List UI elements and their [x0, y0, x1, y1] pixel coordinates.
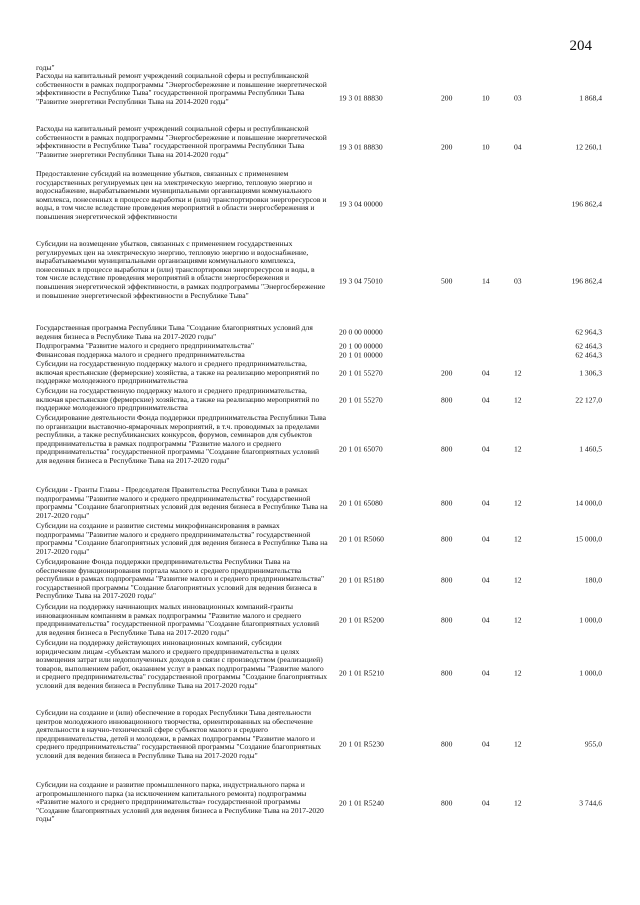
row-subsection: 12: [514, 444, 522, 454]
row-amount: 62 964,3: [575, 327, 602, 337]
row-target-code: 20 1 01 55270: [339, 368, 383, 378]
row-amount: 1 000,0: [579, 668, 602, 678]
row-target-code: 20 1 01 R5240: [339, 798, 384, 808]
row-description: Субсидии на создание и развитие промышленного парка, индустриального парка и агропромышленного парка (за исключением капитального ремонта) подпрограммы «Развитие малого и среднего предпринимательства» государственной программы "Создание благоприятных условий для ведения бизнеса в Республике Тыва на 2017-2020 годы": [36, 780, 324, 824]
row-description: Субсидирование деятельности Фонда поддержки предпринимательства Республики Тыва по организации выставочно-ярмарочных мероприятий, в т.ч. проводимых за пределами республики, а также республиканских конкурсов, форумов, семинаров для субъектов предпринимательства в рамках подпрограммы "Развитие малого и среднего предпринимательства" государственной программы "Создание благоприятных условий для ведения бизнеса в Республике Тыва на 2017-2020 годы": [36, 413, 327, 465]
row-amount: 22 127,0: [575, 395, 602, 405]
table-row: [36, 240, 602, 324]
row-section: 04: [482, 739, 490, 749]
row-subsection: 03: [514, 93, 522, 103]
table-row: [36, 709, 602, 781]
table-row: [36, 558, 602, 603]
row-amount: 1 000,0: [579, 615, 602, 625]
row-description: Субсидии на возмещение убытков, связанных с применением государственных регулируемых цен на электрическую энергию, тепловую энергию и водоснабжение, вырабатываемыми муниципальными организациями коммунального комплекса, понесенных в процессе выработки и (или) транспортировки энергоресурсов и воды, в том числе вследствие проведения мероприятий в области энергосбережения и повышения энергетической эффективности, в рамках подпрограммы "Энергосбережение и повышение энергетической эффективности в Республике Тыва": [36, 239, 326, 300]
row-subsection: 04: [514, 142, 522, 152]
row-expense-type: 200: [441, 368, 453, 378]
row-expense-type: 800: [441, 798, 453, 808]
row-subsection: 12: [514, 575, 522, 585]
row-target-code: 20 1 01 00000: [339, 350, 383, 360]
table-row: [36, 360, 602, 387]
table-row: [36, 170, 602, 240]
row-description: Расходы на капитальный ремонт учреждений социальной сферы и республиканской собственности в рамках подпрограммы "Энергосбережение и повышение энергетической эффективности в Республике Тыва" государственной программы Республики Тыва "Развитие энергетики Республики Тыва на 2014-2020 годы": [36, 71, 327, 106]
row-amount: 196 862,4: [571, 276, 602, 286]
row-target-code: 20 1 01 55270: [339, 395, 383, 405]
row-amount: 14 000,0: [575, 498, 602, 508]
table-row: [36, 414, 602, 486]
row-amount: 3 744,6: [579, 798, 602, 808]
budget-table: [36, 64, 602, 826]
row-section: 04: [482, 444, 490, 454]
row-amount: 955,0: [584, 739, 602, 749]
row-target-code: 20 0 00 00000: [339, 327, 383, 337]
row-target-code: 20 1 01 R5200: [339, 615, 384, 625]
row-expense-type: 500: [441, 276, 453, 286]
row-section: 04: [482, 668, 490, 678]
row-target-code: 20 1 01 R5180: [339, 575, 384, 585]
row-subsection: 12: [514, 498, 522, 508]
row-subsection: 12: [514, 534, 522, 544]
table-row: [36, 324, 602, 342]
row-amount: 62 464,3: [575, 341, 602, 351]
row-description: годы": [36, 63, 55, 72]
row-section: 04: [482, 615, 490, 625]
row-section: 04: [482, 498, 490, 508]
row-expense-type: 800: [441, 395, 453, 405]
row-expense-type: 800: [441, 615, 453, 625]
row-amount: 196 862,4: [571, 199, 602, 209]
row-expense-type: 800: [441, 668, 453, 678]
table-row: [36, 781, 602, 826]
row-subsection: 03: [514, 276, 522, 286]
row-section: 10: [482, 93, 490, 103]
row-amount: 62 464,3: [575, 350, 602, 360]
row-target-code: 20 1 01 65080: [339, 498, 383, 508]
table-row: [36, 603, 602, 639]
row-amount: 180,0: [584, 575, 602, 585]
row-section: 10: [482, 142, 490, 152]
row-description: Субсидии на поддержку действующих инновационных компаний, субсидии юридическим лицам -субъектам малого и среднего предпринимательства в целях возмещения затрат или недополученных доходов в связи с производством (реализацией) товаров, выполнением работ, оказанием услуг в рамках подпрограммы "Развитие малого и среднего предпринимательства" государственной программы "Создание благоприятных условий для ведения бизнеса в Республике Тыва на 2017-2020 годы": [36, 638, 328, 690]
row-amount: 1 306,3: [579, 368, 602, 378]
row-expense-type: 800: [441, 534, 453, 544]
row-description: Предоставление субсидий на возмещение убытков, связанных с применением государственных регулируемых цен на электрическую энергию, тепловую энергию и водоснабжение, вырабатываемыми муниципальными организациями коммунального комплекса, понесенных в процессе выработки и (или) транспортировки энергоресурсов и воды, в том числе вследствие проведения мероприятий в области энергосбережения и повышения энергетической эффективности: [36, 169, 327, 221]
row-target-code: 19 3 01 88830: [339, 142, 383, 152]
row-subsection: 12: [514, 615, 522, 625]
row-expense-type: 200: [441, 142, 453, 152]
row-amount: 15 000,0: [575, 534, 602, 544]
row-description: Финансовая поддержка малого и среднего предпринимательства: [36, 350, 245, 359]
table-row: [36, 387, 602, 414]
row-amount: 1 868,4: [579, 93, 602, 103]
row-target-code: 20 1 01 R5060: [339, 534, 384, 544]
row-target-code: 20 1 00 00000: [339, 341, 383, 351]
row-section: 04: [482, 395, 490, 405]
row-description: Государственная программа Республики Тыва "Создание благоприятных условий для ведения бизнеса в Республике Тыва на 2017-2020 годы": [36, 323, 313, 341]
row-amount: 12 260,1: [575, 142, 602, 152]
row-target-code: 20 1 01 R5210: [339, 668, 384, 678]
table-row: [36, 72, 602, 125]
row-description: Субсидирование Фонда поддержки предпринимательства Республики Тыва на обеспечение функционирования портала малого и среднего предпринимательства республики в рамках подпрограммы "Развитие малого и среднего предпринимательства" государственной программы "Создание благоприятных условий для ведения бизнеса в Республике Тыва на 2017-2020 годы": [36, 557, 325, 601]
row-description: Подпрограмма "Развитие малого и среднего предпринимательства": [36, 341, 254, 350]
row-expense-type: 200: [441, 93, 453, 103]
row-target-code: 20 1 01 R5230: [339, 739, 384, 749]
row-section: 04: [482, 368, 490, 378]
row-description: Субсидии на создание и (или) обеспечение в городах Республики Тыва деятельности центров молодежного инновационного творчества, ориентированных на обеспечение деятельности в научно-технической сфере субъектов малого и среднего предпринимательства, детей и молодежи, в рамках подпрограммы "Развитие малого и среднего предпринимательства" государственной программы "Создание благоприятных условий для ведения бизнеса в Республике Тыва на 2017-2020 годы": [36, 708, 322, 760]
row-expense-type: 800: [441, 444, 453, 454]
row-subsection: 12: [514, 739, 522, 749]
row-target-code: 20 1 01 65070: [339, 444, 383, 454]
row-subsection: 12: [514, 798, 522, 808]
row-expense-type: 800: [441, 498, 453, 508]
table-row: [36, 639, 602, 709]
row-description: Расходы на капитальный ремонт учреждений социальной сферы и республиканской собственности в рамках подпрограммы "Энергосбережение и повышение энергетической эффективности в Республике Тыва" государственной программы Республики Тыва "Развитие энергетики Республики Тыва на 2014-2020 годы": [36, 124, 327, 159]
row-description: Субсидии - Гранты Главы - Председателя Правительства Республики Тыва в рамках подпрограммы "Развитие малого и среднего предпринимательства" государственной программы "Создание благоприятных условий для ведения бизнеса в Республике Тыва на 2017-2020 годы": [36, 485, 328, 520]
row-section: 04: [482, 575, 490, 585]
row-amount: 1 460,5: [579, 444, 602, 454]
table-row: [36, 522, 602, 558]
table-row: [36, 125, 602, 170]
row-description: Субсидии на государственную поддержку малого и среднего предпринимательства, включая крестьянские (фермерские) хозяйства, а также на реализацию мероприятий по поддержке молодежного предпринимательства: [36, 359, 320, 386]
page-number: 204: [569, 38, 592, 54]
table-row: [36, 486, 602, 522]
row-target-code: 19 3 04 00000: [339, 199, 383, 209]
row-expense-type: 800: [441, 575, 453, 585]
row-subsection: 12: [514, 395, 522, 405]
row-subsection: 12: [514, 668, 522, 678]
row-subsection: 12: [514, 368, 522, 378]
row-section: 04: [482, 798, 490, 808]
row-description: Субсидии на создание и развитие системы микрофинансирования в рамках подпрограммы "Развитие малого и среднего предпринимательства" государственной программы "Создание благоприятных условий для ведения бизнеса в Республике Тыва на 2017-2020 годы": [36, 521, 328, 556]
row-description: Субсидии на государственную поддержку малого и среднего предпринимательства, включая крестьянские (фермерские) хозяйства, а также на реализацию мероприятий по поддержке молодежного предпринимательства: [36, 386, 320, 413]
row-description: Субсидии на поддержку начинающих малых инновационных компаний-гранты инновационным компаниям в рамках подпрограммы "Развитие малого и среднего предпринимательства" государственной программы "Создание благоприятных условий для ведения бизнеса в Республике Тыва на 2017-2020 годы": [36, 602, 320, 637]
row-section: 14: [482, 276, 490, 286]
row-section: 04: [482, 534, 490, 544]
row-expense-type: 800: [441, 739, 453, 749]
row-target-code: 19 3 04 75010: [339, 276, 383, 286]
row-target-code: 19 3 01 88830: [339, 93, 383, 103]
